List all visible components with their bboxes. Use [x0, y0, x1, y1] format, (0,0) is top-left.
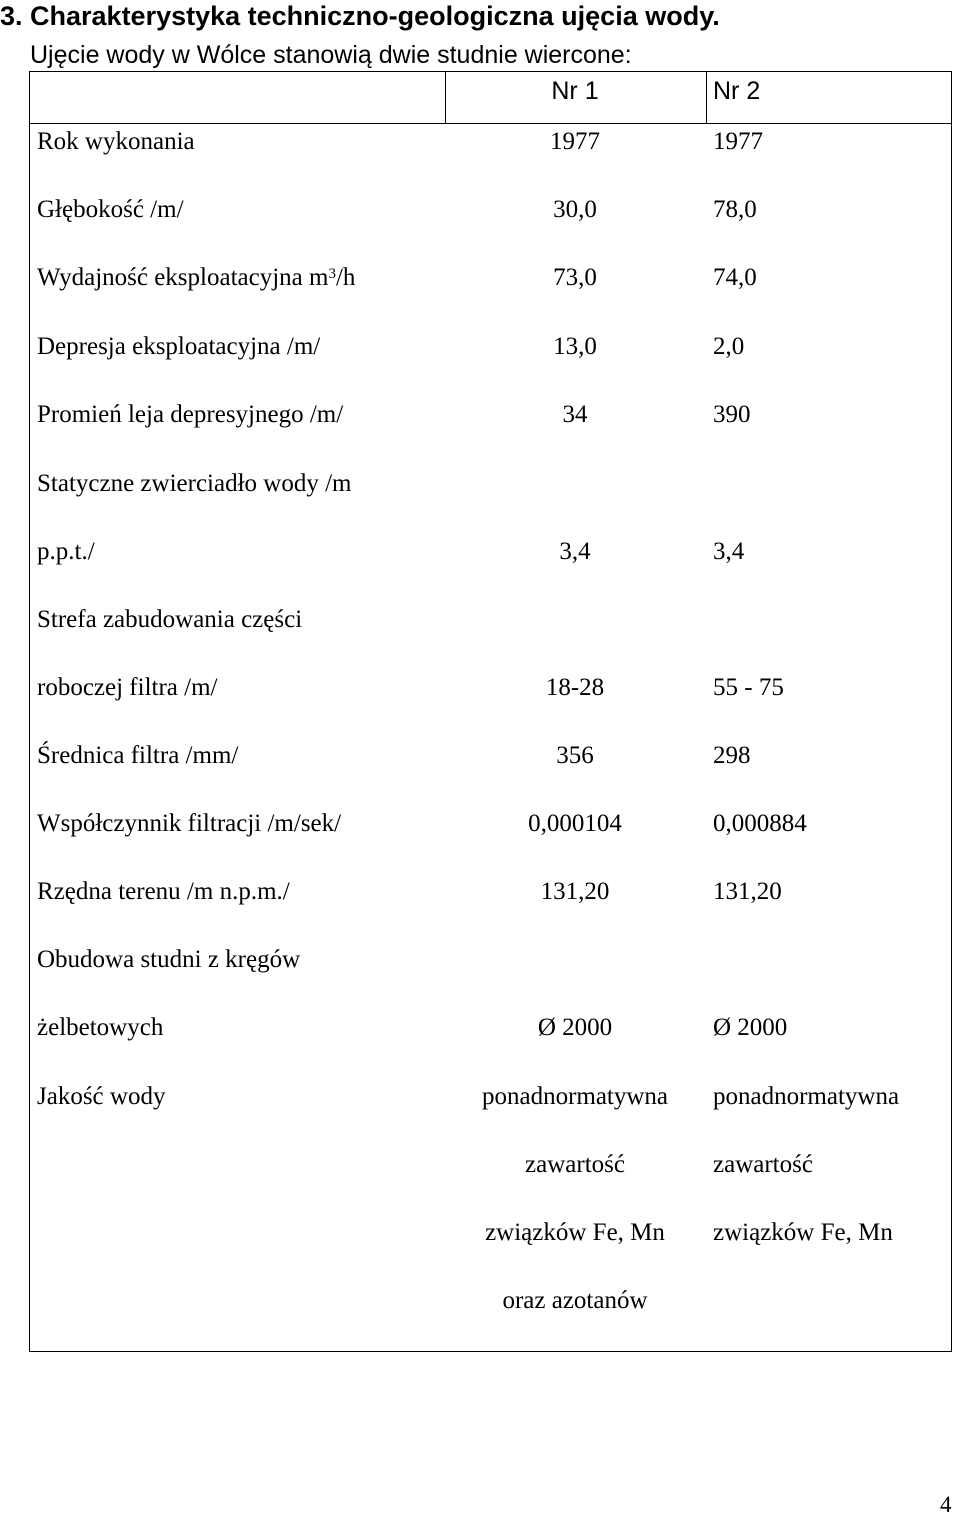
row-label-suffix: /h	[335, 264, 356, 291]
row-label: Jakość wody	[37, 1083, 166, 1110]
cell-nr2: 55 - 75	[713, 674, 784, 701]
cell-nr2: 131,20	[713, 878, 782, 905]
cell-nr2: 78,0	[713, 196, 757, 223]
row-label: Obudowa studni z kręgów	[37, 946, 301, 973]
row-label-text: Wydajność eksploatacyjna m	[37, 264, 329, 291]
cell-nr1: 0,000104	[528, 810, 622, 837]
cell-nr1: 356	[556, 742, 594, 769]
cell-nr1: 13,0	[553, 333, 597, 360]
cell-nr1: związków Fe, Mn	[485, 1219, 665, 1246]
cell-nr2: 74,0	[713, 264, 757, 291]
cell-nr2: Ø 2000	[713, 1014, 788, 1041]
cell-nr1: 73,0	[553, 264, 597, 291]
header-column-divider	[706, 71, 707, 123]
row-label: żelbetowych	[37, 1014, 164, 1041]
cell-nr1: zawartość	[525, 1151, 625, 1178]
cell-nr1: 30,0	[553, 196, 597, 223]
cell-nr1: ponadnormatywna	[481, 1083, 669, 1110]
cell-nr2: 2,0	[713, 333, 745, 360]
header-column-divider	[445, 71, 446, 123]
cell-nr2: 298	[713, 742, 751, 769]
cell-nr1: oraz azotanów	[502, 1287, 648, 1314]
table-header-divider	[29, 123, 952, 124]
section-heading: 3. Charakterystyka techniczno-geologiczna ujęcia wody.	[0, 1, 720, 31]
cell-nr2: związków Fe, Mn	[713, 1219, 893, 1246]
cell-nr1: Ø 2000	[537, 1014, 613, 1041]
row-label-superscript: 3	[328, 266, 336, 282]
column-header-nr2: Nr 2	[713, 77, 761, 105]
cell-nr2: ponadnormatywna	[713, 1083, 900, 1110]
row-label: Współczynnik filtracji /m/sek/	[37, 810, 342, 837]
row-label: p.p.t./	[37, 538, 95, 565]
cell-nr1: 34	[562, 401, 588, 428]
cell-nr1: 3,4	[559, 538, 591, 565]
cell-nr2: 390	[713, 401, 751, 428]
page-number: 4	[940, 1492, 952, 1517]
row-label: Statyczne zwierciadło wody /m	[37, 470, 352, 497]
cell-nr2: 3,4	[713, 538, 745, 565]
cell-nr1: 18-28	[545, 674, 605, 701]
row-label: Rzędna terenu /m n.p.m./	[37, 878, 290, 905]
row-label: Średnica filtra /mm/	[37, 742, 239, 769]
row-label: Depresja eksploatacyjna /m/	[37, 333, 321, 360]
cell-nr2: 1977	[713, 128, 763, 155]
intro-text: Ujęcie wody w Wólce stanowią dwie studnie wiercone:	[30, 41, 632, 69]
row-label: Promień leja depresyjnego /m/	[37, 401, 344, 428]
cell-nr1: 131,20	[540, 878, 610, 905]
row-label	[37, 263, 355, 293]
column-header-nr1: Nr 1	[551, 77, 599, 105]
row-label: Strefa zabudowania części	[37, 606, 303, 633]
cell-nr1: 1977	[550, 128, 600, 155]
row-label: roboczej filtra /m/	[37, 674, 218, 701]
cell-nr2: 0,000884	[713, 810, 807, 837]
cell-nr2: zawartość	[713, 1151, 813, 1178]
row-label: Głębokość /m/	[37, 196, 184, 223]
row-label: Rok wykonania	[37, 128, 195, 155]
